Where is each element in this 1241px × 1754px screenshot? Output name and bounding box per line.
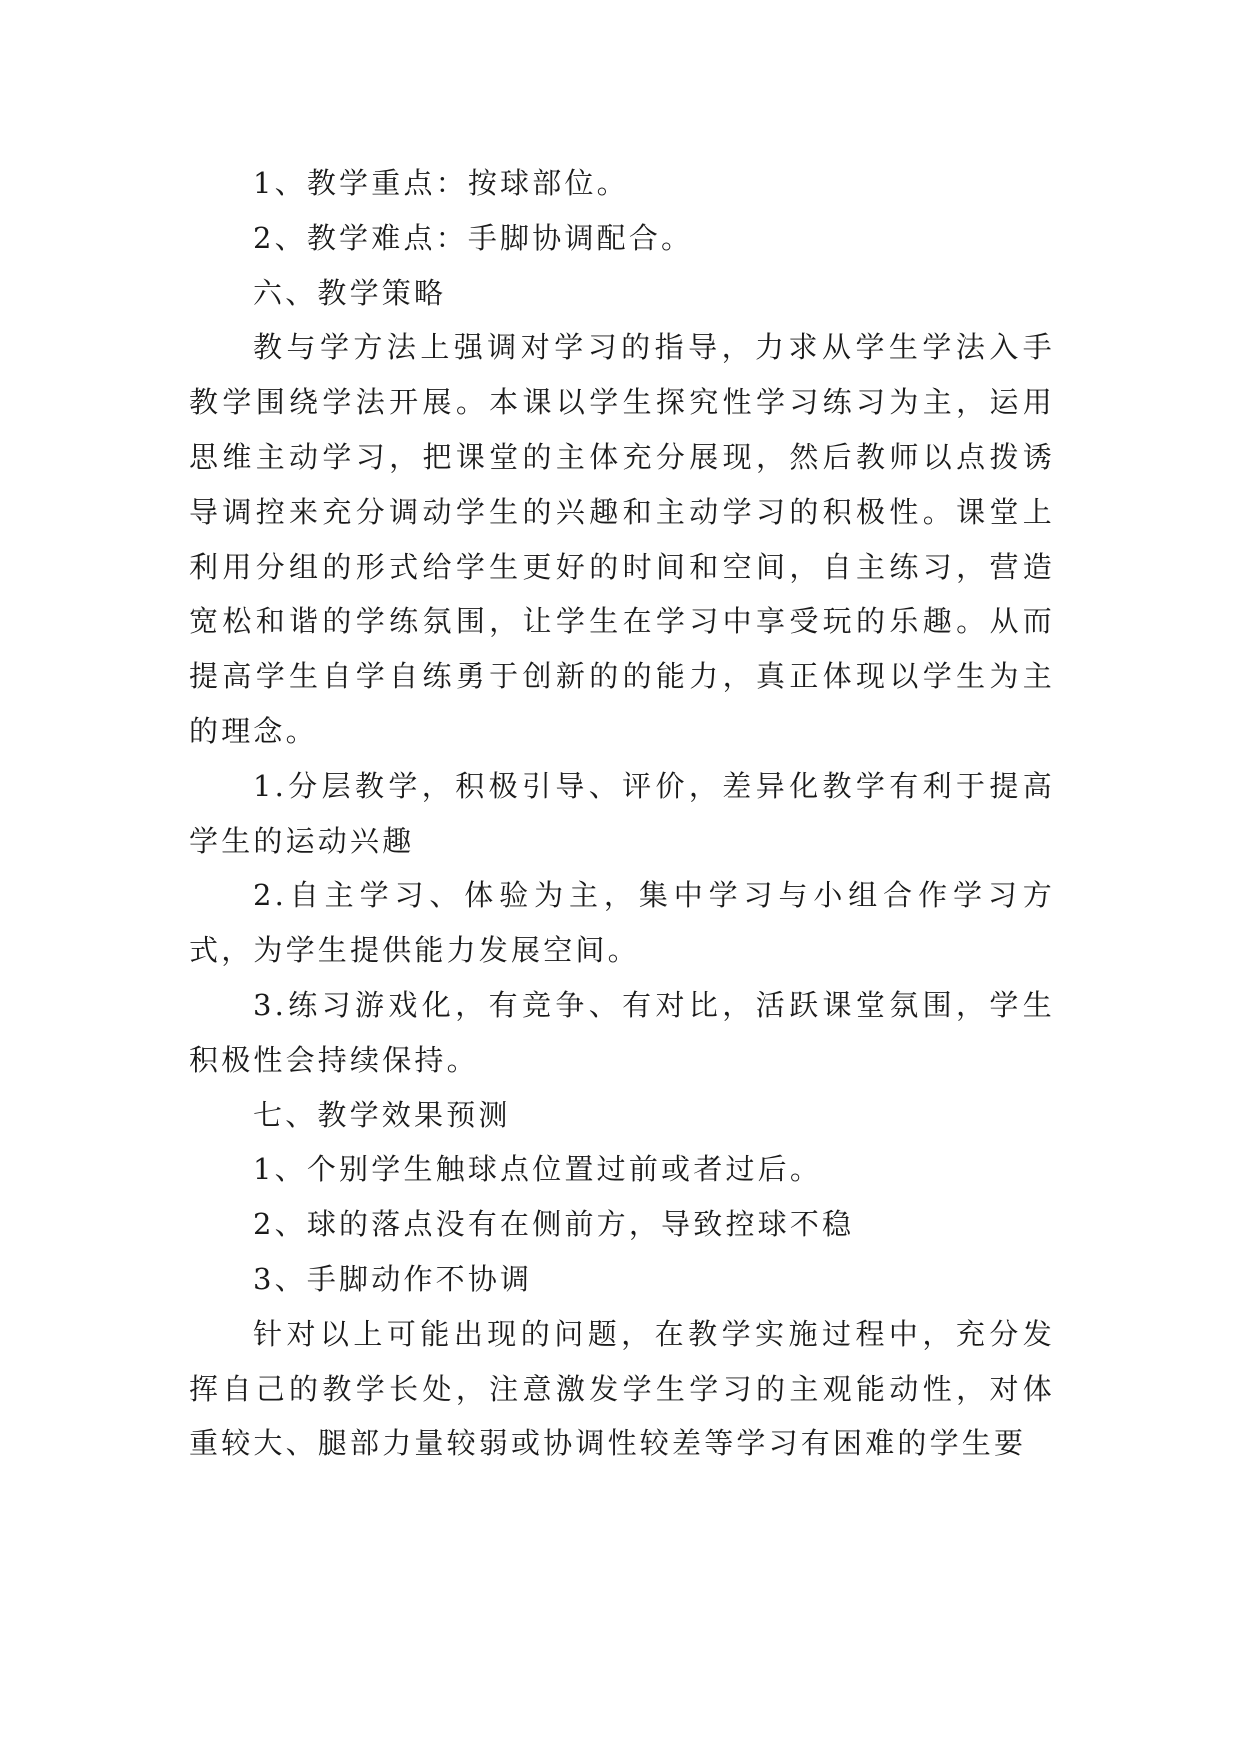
measures-paragraph: 针对以上可能出现的问题，在教学实施过程中，充分发挥自己的教学长处，注意激发学生学习的主观能动性，对体重较大、腿部力量较弱或协调性较差等学习有困难的学生要: [189, 1316, 1055, 1461]
prediction-item-1: 1、个别学生触球点位置过前或者过后。: [253, 1152, 823, 1187]
strategy-item-3: 3.练习游戏化，有竞争、有对比，活跃课堂氛围，学生积极性会持续保持。: [189, 987, 1055, 1077]
section-heading-prediction: 七、教学效果预测: [253, 1097, 511, 1132]
document-body: [189, 156, 1055, 1471]
strategy-paragraph: 教与学方法上强调对学习的指导，力求从学生学法入手教学围绕学法开展。本课以学生探究性学习练习为主，运用思维主动学习，把课堂的主体充分展现，然后教师以点拨诱导调控来充分调动学生的兴趣和主动学习的积极性。课堂上利用分组的形式给学生更好的时间和空间，自主练习，营造宽松和谐的学练氛围，让学生在学习中享受玩的乐趣。从而提高学生自学自练勇于创新的的能力，真正体现以学生为主的理念。: [189, 330, 1055, 748]
teaching-focus: 1、教学重点：按球部位。: [253, 166, 629, 200]
strategy-item-2: 2.自主学习、体验为主，集中学习与小组合作学习方式，为学生提供能力发展空间。: [189, 878, 1055, 968]
teaching-difficulty: 2、教学难点：手脚协调配合。: [253, 220, 694, 255]
section-heading-strategy: 六、教学策略: [253, 275, 447, 310]
strategy-item-1: 1.分层教学，积极引导、评价，差异化教学有利于提高学生的运动兴趣: [189, 768, 1055, 858]
prediction-item-2: 2、球的落点没有在侧前方，导致控球不稳: [253, 1207, 855, 1242]
prediction-item-3: 3、手脚动作不协调: [253, 1261, 533, 1296]
